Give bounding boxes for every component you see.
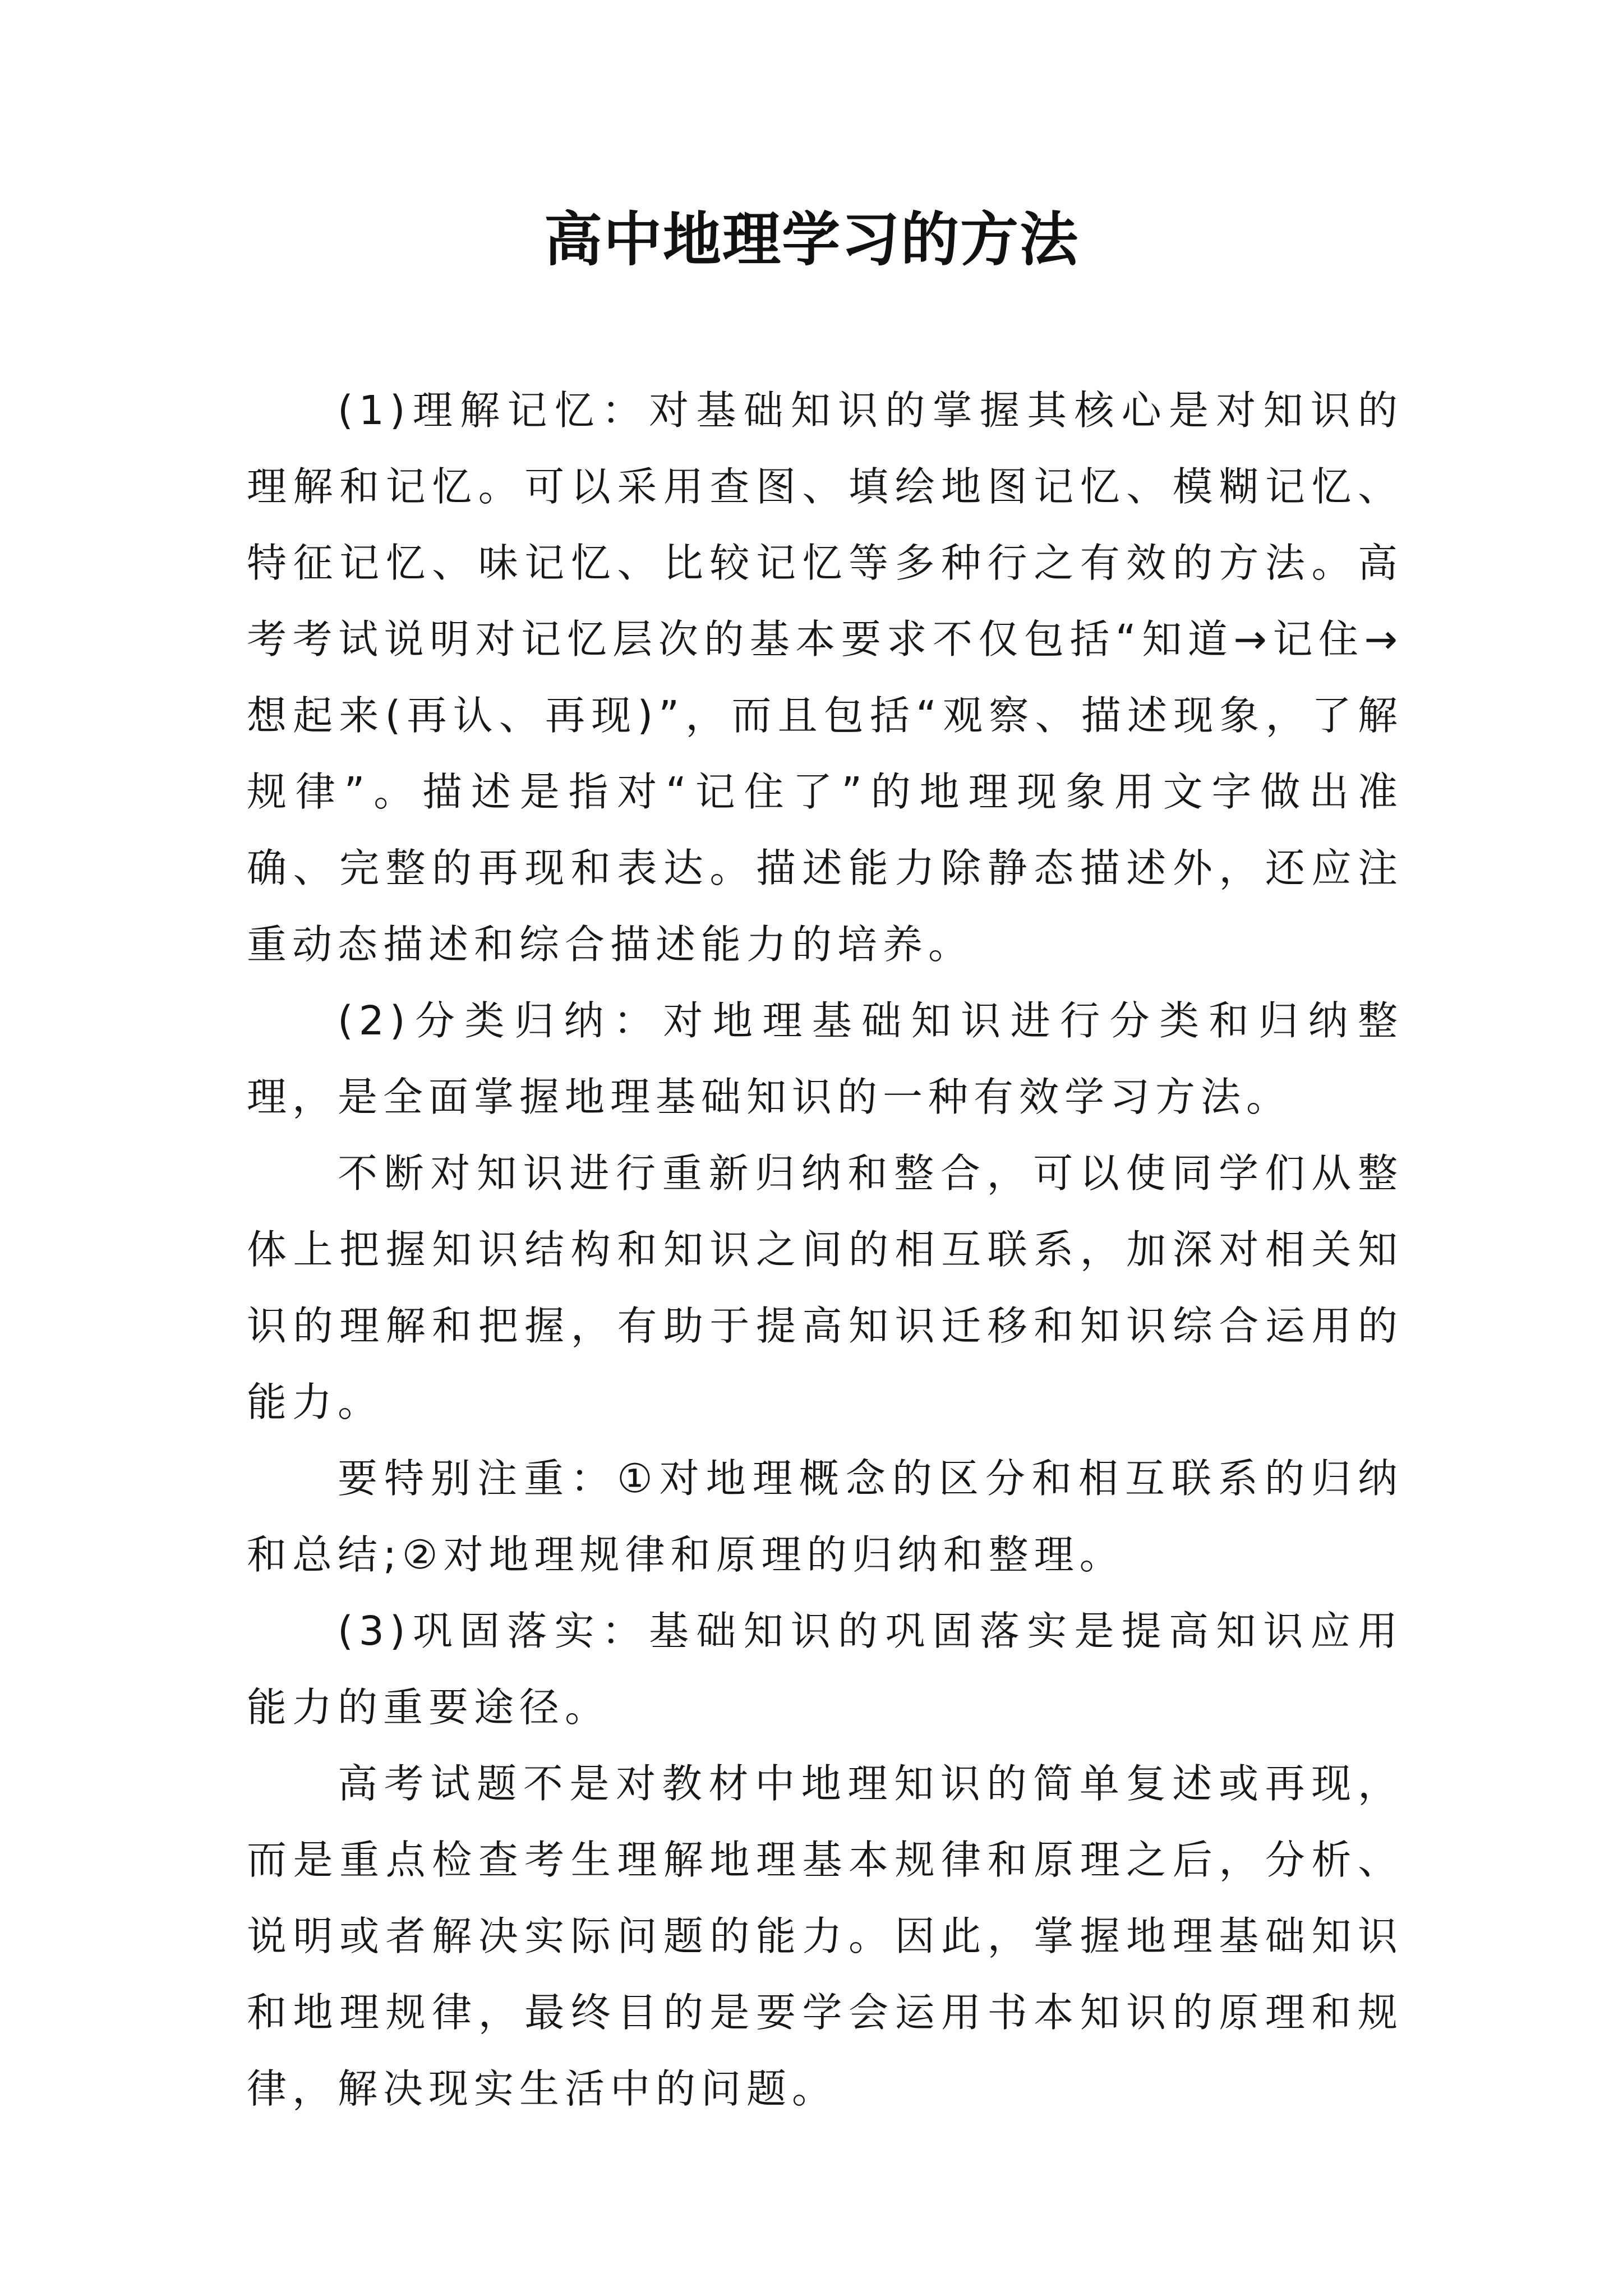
paragraph-understanding-memory: (1)理解记忆：对基础知识的掌握其核心是对知识的理解和记忆。可以采用查图、填绘地图记忆、模糊记忆、特征记忆、味记忆、比较记忆等多种行之有效的方法。高考考试说明对记忆层次的基本要求不仅包括“知道→记住→想起来(再认、再现)”，而且包括“观察、描述现象，了解规律”。描述是指对“记住了”的地理现象用文字做出准确、完整的再现和表达。描述能力除静态描述外，还应注重动态描述和综合描述能力的培养。 bbox=[247, 387, 1403, 968]
paragraph-special-attention: 要特别注重：①对地理概念的区分和相互联系的归纳和总结;②对地理规律和原理的归纳和整理。 bbox=[247, 1455, 1403, 1578]
paragraph-exam-application: 高考试题不是对教材中地理知识的简单复述或再现，而是重点检查考生理解地理基本规律和原理之后，分析、说明或者解决实际问题的能力。因此，掌握地理基础知识和地理规律，最终目的是要学会运用书本知识的原理和规律，解决现实生活中的问题。 bbox=[247, 1760, 1403, 2112]
document-body bbox=[247, 372, 1403, 2127]
paragraph-classification: (2)分类归纳：对地理基础知识进行分类和归纳整理，是全面掌握地理基础知识的一种有效学习方法。 bbox=[247, 997, 1403, 1120]
paragraph-reintegration: 不断对知识进行重新归纳和整合，可以使同学们从整体上把握知识结构和知识之间的相互联系，加深对相关知识的理解和把握，有助于提高知识迁移和知识综合运用的能力。 bbox=[247, 1150, 1403, 1425]
document-title: 高中地理学习的方法 bbox=[543, 205, 1079, 274]
paragraph-consolidation: (3)巩固落实：基础知识的巩固落实是提高知识应用能力的重要途径。 bbox=[247, 1608, 1403, 1731]
